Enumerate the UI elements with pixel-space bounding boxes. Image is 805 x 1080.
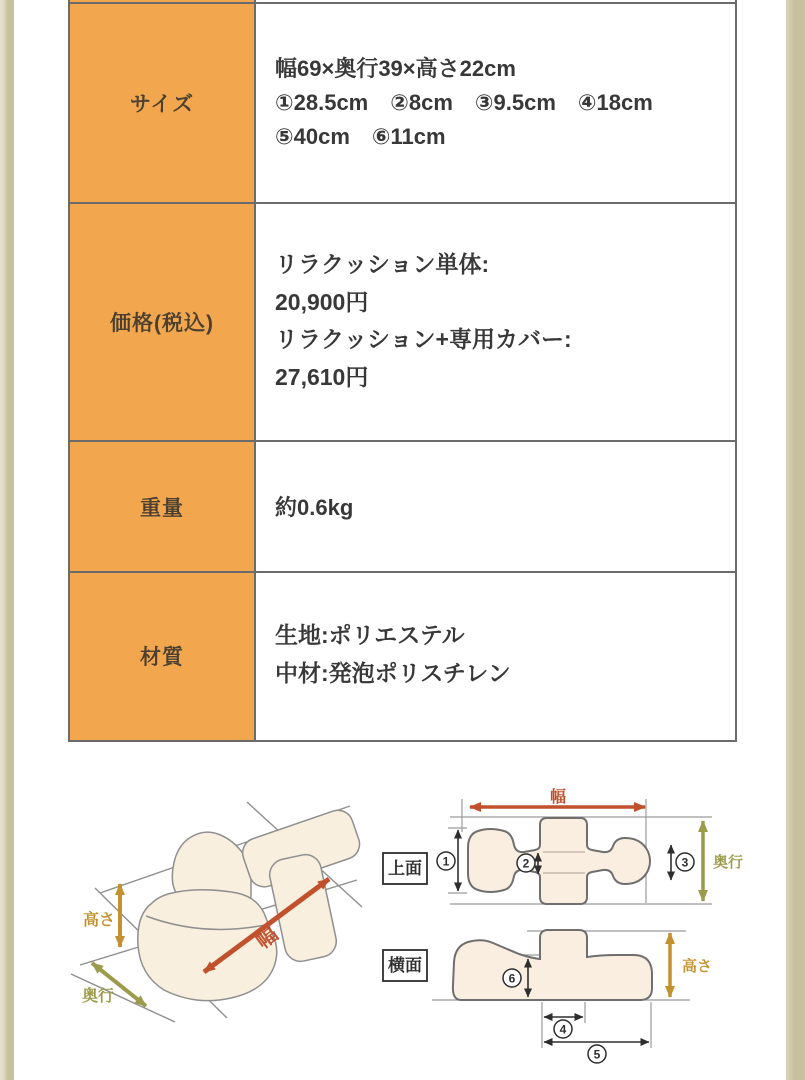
marker4-number: 4	[559, 1022, 567, 1037]
side-view-diagram	[376, 916, 750, 1066]
table-border-top	[68, 2, 737, 4]
width-label: 幅	[251, 922, 283, 954]
row-label-weight-text: 重量	[140, 496, 184, 520]
top-depth-label: 奥行	[713, 854, 744, 871]
price-item2-value: 27,610円	[275, 363, 369, 390]
top-view-diagram	[376, 786, 750, 916]
row-value-weight	[275, 494, 353, 522]
row-value-material	[275, 616, 511, 692]
cushion-base	[138, 890, 277, 1001]
table-border-bottom	[68, 740, 737, 742]
row-value-size	[275, 52, 653, 154]
isometric-cushion-diagram	[68, 772, 370, 1056]
marker3-number: 3	[681, 855, 689, 870]
material-filling: 中材:発泡ポリスチレン	[275, 660, 511, 686]
table-border-row1	[68, 202, 737, 204]
cushion-3d-illustration	[138, 806, 364, 1000]
price-item1-label: リラクッション単体:	[275, 251, 490, 277]
top-view-title: 上面	[388, 859, 422, 878]
row-label-size-text: サイズ	[129, 93, 195, 116]
row-label-price	[68, 204, 256, 440]
height-label: 高さ	[83, 912, 116, 929]
page-right-border	[786, 0, 805, 1080]
row-value-price	[275, 246, 572, 396]
page-left-border	[0, 0, 14, 1080]
marker5-number: 5	[593, 1047, 601, 1062]
row-label-material-text: 材質	[140, 645, 184, 669]
top-width-label: 幅	[549, 789, 567, 806]
side-height-label: 高さ	[682, 958, 713, 975]
table-border-divider	[254, 0, 256, 742]
marker1-number: 1	[442, 854, 450, 869]
price-item2-label: リラクッション+専用カバー:	[275, 326, 572, 352]
row-label-price-text: 価格(税込)	[110, 312, 214, 335]
material-fabric: 生地:ポリエステル	[275, 622, 465, 648]
size-dimensions: 幅69×奥行39×高さ22cm	[275, 56, 516, 81]
price-item1-value: 20,900円	[275, 288, 369, 315]
row-label-weight	[68, 442, 256, 571]
weight-value: 約0.6kg	[275, 495, 354, 520]
marker6-number: 6	[508, 971, 516, 986]
row-label-size	[68, 4, 256, 202]
row-label-material	[68, 573, 256, 738]
table-border-row3	[68, 571, 737, 573]
size-detail-line2: ⑤40cm ⑥11cm	[275, 124, 446, 149]
size-detail-line1: ①28.5cm ②8cm ③9.5cm ④18cm	[275, 90, 653, 115]
side-view-title: 横面	[388, 956, 422, 975]
depth-label: 奥行	[82, 988, 115, 1005]
top-view-cushion-outline	[468, 818, 650, 904]
cushion-front	[267, 852, 339, 965]
table-border-left	[68, 0, 70, 742]
side-view-cushion-outline	[453, 930, 652, 1000]
marker2-number: 2	[522, 856, 530, 871]
table-border-row2	[68, 440, 737, 442]
spec-table	[68, 0, 737, 742]
table-border-right	[735, 0, 737, 742]
